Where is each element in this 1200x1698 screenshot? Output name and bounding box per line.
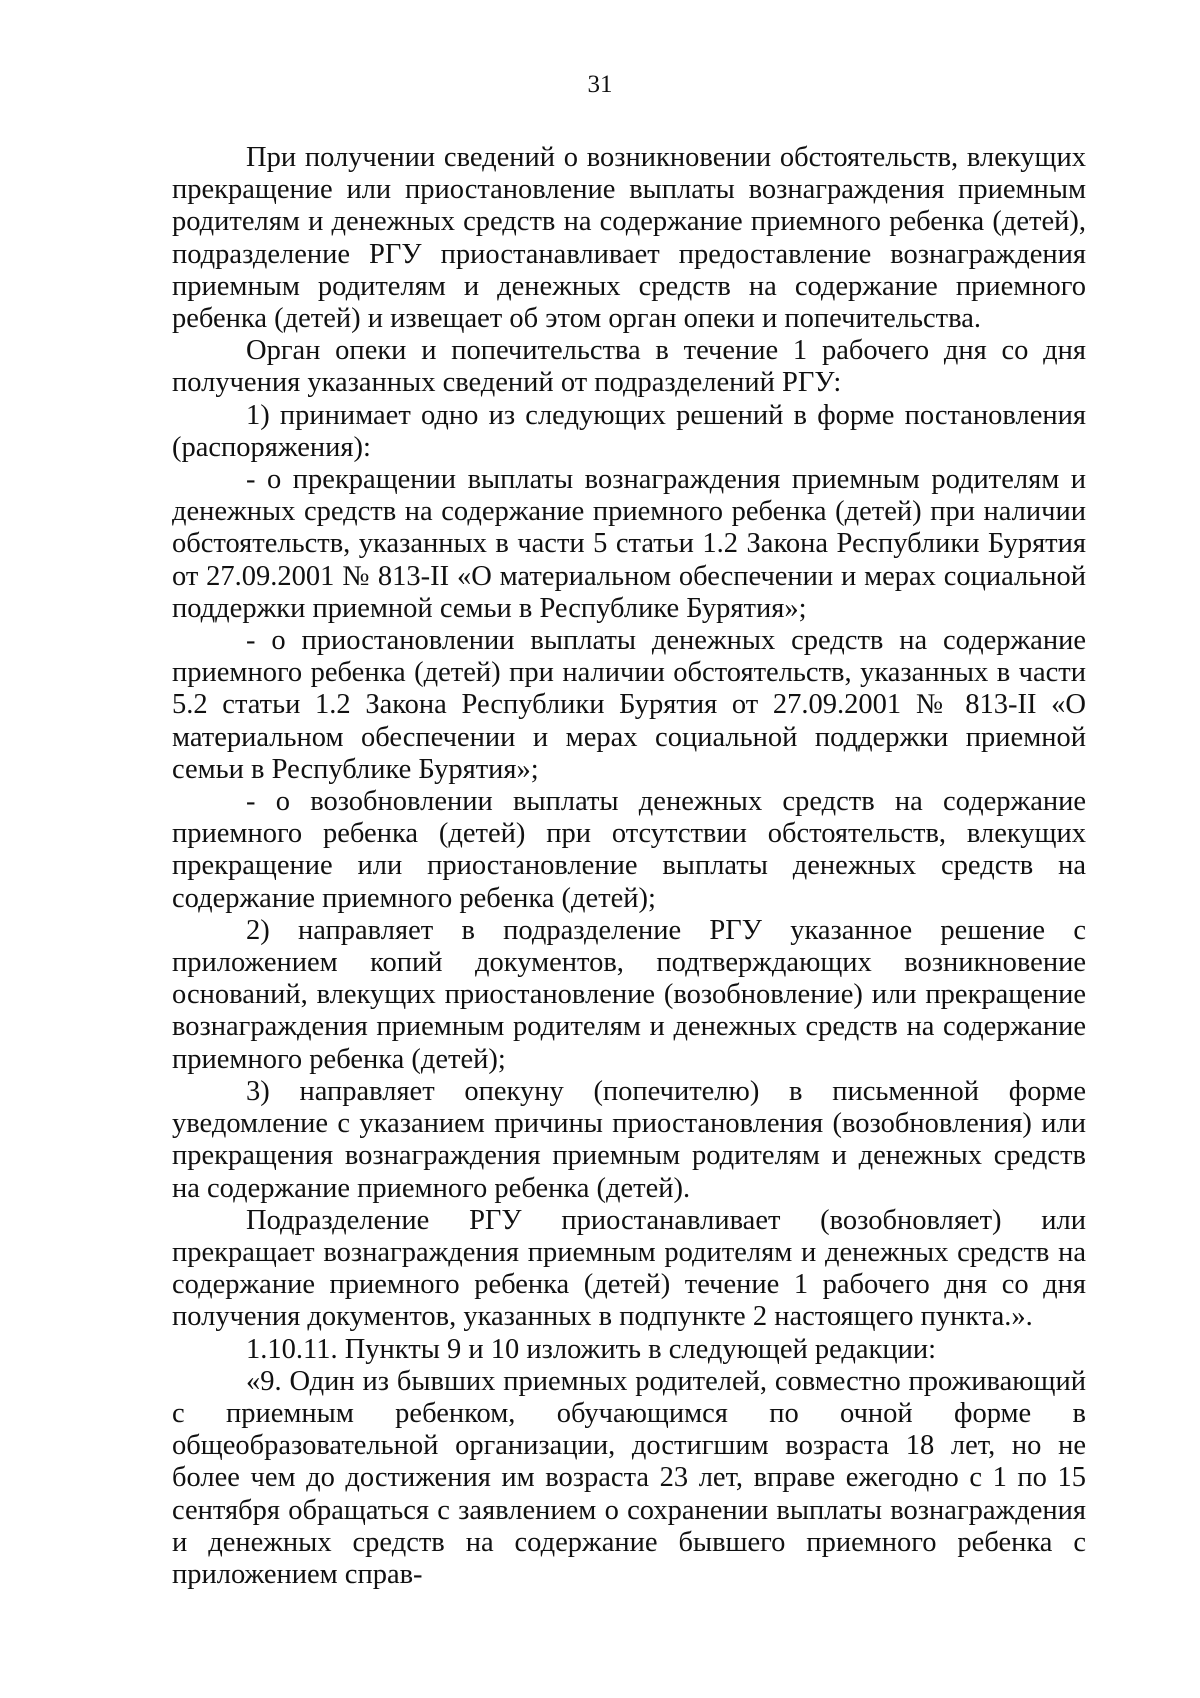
paragraph-rgu-division: Подразделение РГУ приостанавливает (возобновляет) или прекращает вознаграждения приемным родителям и денежных средств на содержание приемного ребенка (детей) течение 1 рабочего дня со дня получения документов, указанных в подпункте 2 настоящего пункта.».	[172, 1204, 1086, 1333]
paragraph-suspension-notice: При получении сведений о возникновении обстоятельств, влекущих прекращение или приостановление выплаты вознаграждения приемным родителям и денежных средств на содержание приемного ребенка (детей), подразделение РГУ приостанавливает предоставление вознаграждения приемным родителям и денежных средств на содержание приемного ребенка (детей) и извещает об этом орган опеки и попечительства.	[172, 142, 1086, 335]
page-number: 31	[587, 71, 613, 98]
paragraph-clause-1-10-11: 1.10.11. Пункты 9 и 10 изложить в следующей редакции:	[246, 1333, 937, 1365]
paragraph-item-3: 3) направляет опекуну (попечителю) в письменной форме уведомление с указанием причины приостановления (возобновления) или прекращения вознаграждения приемным родителям и денежных средств на содержание приемного ребенка (детей).	[172, 1075, 1086, 1204]
paragraph-dash-termination: - о прекращении выплаты вознаграждения приемным родителям и денежных средств на содержание приемного ребенка (детей) при наличии обстоятельств, указанных в части 5 статьи 1.2 Закона Республики Бурятия от 27.09.2001 № 813-II «О материальном обеспечении и мерах социальной поддержки приемной семьи в Республике Бурятия»;	[172, 464, 1086, 624]
paragraph-point-9: «9. Один из бывших приемных родителей, совместно проживающий с приемным ребенком, обучающимся по очной форме в общеобразовательной организации, достигшим возраста 18 лет, но не более чем до достижения им возраста 23 лет, вправе ежегодно с 1 по 15 сентября обращаться с заявлением о сохранении выплаты вознаграждения и денежных средств на содержание бывшего приемного ребенка с приложением справ-	[172, 1365, 1086, 1590]
paragraph-guardianship-body: Орган опеки и попечительства в течение 1 рабочего дня со дня получения указанных сведений от подразделений РГУ:	[172, 335, 1086, 399]
paragraph-dash-suspension: - о приостановлении выплаты денежных средств на содержание приемного ребенка (детей) при наличии обстоятельств, указанных в части 5.2 статьи 1.2 Закона Республики Бурятия от 27.09.2001 № 813-II «О материальном обеспечении и мерах социальной поддержки приемной семьи в Республике Бурятия»;	[172, 625, 1086, 785]
paragraph-dash-resumption: - о возобновлении выплаты денежных средств на содержание приемного ребенка (детей) при отсутствии обстоятельств, влекущих прекращение или приостановление выплаты денежных средств на содержание приемного ребенка (детей);	[172, 786, 1086, 914]
paragraph-item-2: 2) направляет в подразделение РГУ указанное решение с приложением копий документов, подтверждающих возникновение оснований, влекущих приостановление (возобновление) или прекращение вознаграждения приемным родителям и денежных средств на содержание приемного ребенка (детей);	[172, 914, 1086, 1075]
document-body	[172, 142, 1086, 1591]
paragraph-item-1: 1) принимает одно из следующих решений в форме постановления (распоряжения):	[172, 399, 1086, 463]
